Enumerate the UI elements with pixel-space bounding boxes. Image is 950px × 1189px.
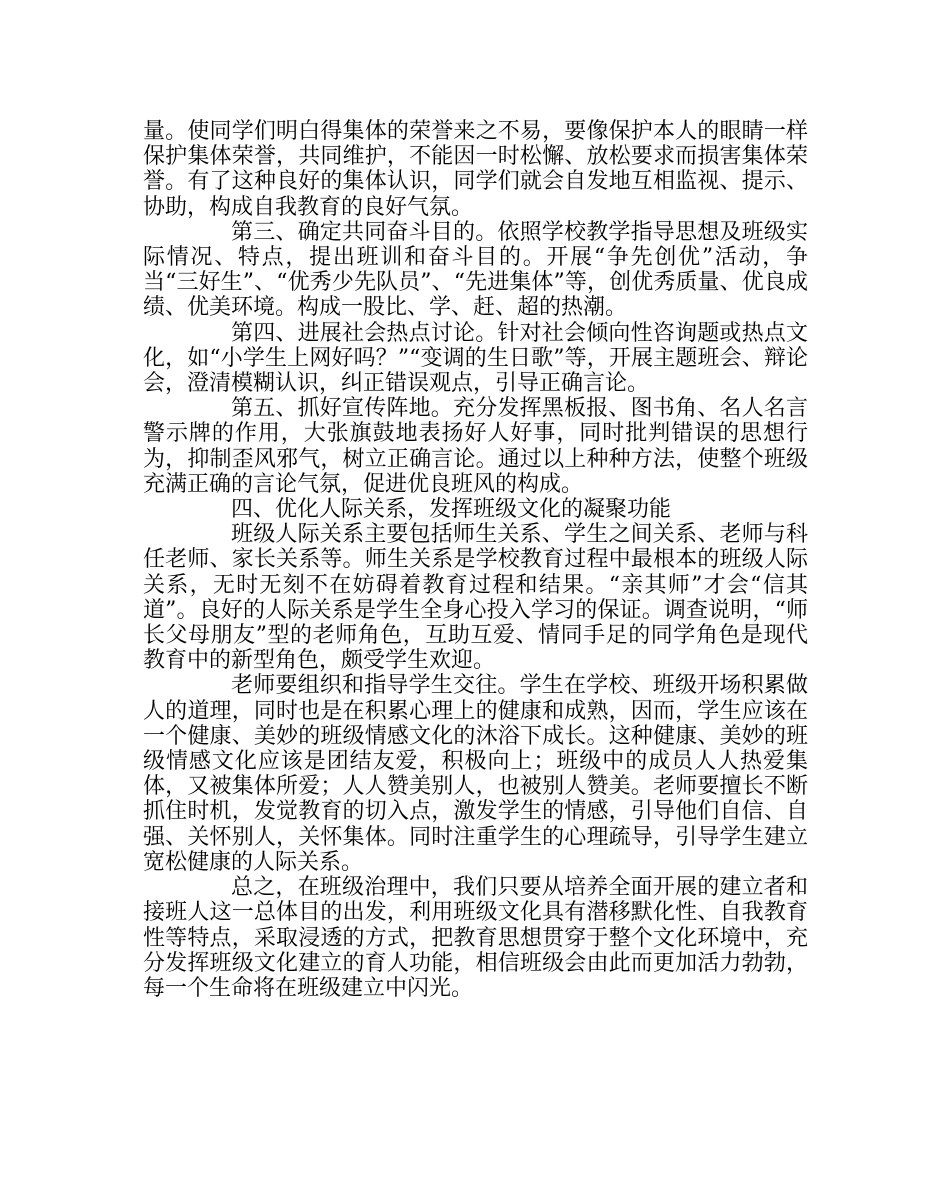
paragraph-7: 总之，在班级治理中，我们只要从培养全面开展的建立者和接班人这一总体目的出发，利用班级文化具有潜移默化性、自我教育性等特点，采取浸透的方式，把教育思想贯穿于整个文化环境中，充分发挥班级文化建立的育人功能，相信班级会由此而更加活力勃勃，每一个生命将在班级建立中闪光。 — [143, 875, 808, 1001]
paragraph-6: 老师要组织和指导学生交往。学生在学校、班级开场积累做人的道理，同时也是在积累心理上的健康和成熟，因而，学生应该在一个健康、美妙的班级情感文化的沐浴下成长。这种健康、美妙的班级情感文化应该是团结友爱，积极向上；班级中的成员人人热爱集体，又被集体所爱；人人赞美别人，也被别人赞美。老师要擅长不断抓住时机，发觉教育的切入点，激发学生的情感，引导他们自信、自强、关怀别人，关怀集体。同时注重学生的心理疏导，引导学生建立宽松健康的人际关系。 — [143, 673, 808, 875]
section-heading: 四、优化人际关系，发挥班级文化的凝聚功能 — [231, 497, 672, 523]
paragraph-4: 第五、抓好宣传阵地。充分发挥黑板报、图书角、名人名言警示牌的作用，大张旗鼓地表扬好人好事，同时批判错误的思想行为，抑制歪风邪气，树立正确言论。通过以上种种方法，使整个班级充满正确的言论气氛，促进优良班风的构成。 — [143, 396, 808, 497]
paragraph-3: 第四、进展社会热点讨论。针对社会倾向性咨询题或热点文化，如“小学生上网好吗？”“变调的生日歌”等，开展主题班会、辩论会，澄清模糊认识，纠正错误观点，引导正确言论。 — [143, 320, 808, 397]
paragraph-5: 班级人际关系主要包括师生关系、学生之间关系、老师与科任老师、家长关系等。师生关系是学校教育过程中最根本的班级人际关系，无时无刻不在妨碍着教育过程和结果。“亲其师”才会“信其道”。良好的人际关系是学生全身心投入学习的保证。调查说明，“师长父母朋友”型的老师角色，互助互爱、情同手足的同学角色是现代教育中的新型角色，颇受学生欢迎。 — [143, 522, 808, 674]
document-body — [143, 119, 808, 1001]
paragraph-2: 第三、确定共同奋斗目的。依照学校教学指导思想及班级实际情况、特点，提出班训和奋斗目的。开展“争先创优”活动，争当“三好生”、“优秀少先队员”、“先进集体”等，创优秀质量、优良成绩、优美环境。构成一股比、学、赶、超的热潮。 — [143, 219, 808, 321]
paragraph-1: 量。使同学们明白得集体的荣誉来之不易，要像保护本人的眼睛一样保护集体荣誉，共同维护，不能因一时松懈、放松要求而损害集体荣誉。有了这种良好的集体认识，同学们就会自发地互相监视、提示、协助，构成自我教育的良好气氛。 — [143, 119, 808, 220]
